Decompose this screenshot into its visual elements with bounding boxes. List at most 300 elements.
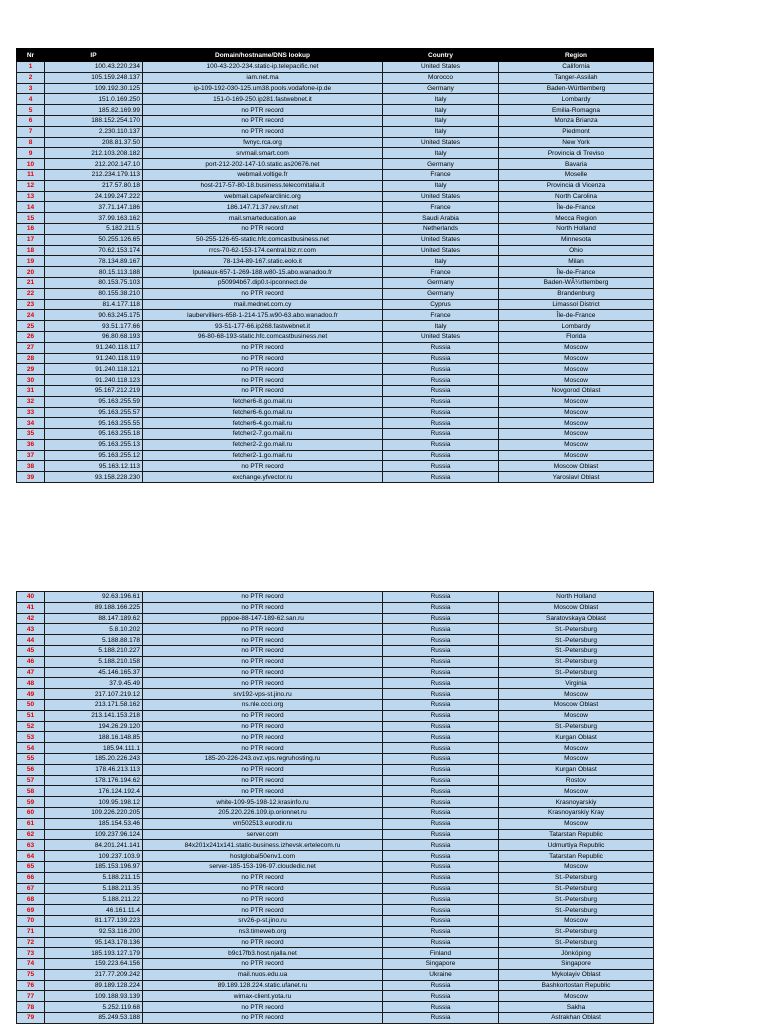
- region: Moscow: [499, 753, 654, 764]
- row-number: 1: [17, 62, 45, 73]
- ip-address: 188.16.148.85: [45, 732, 143, 743]
- row-number: 45: [17, 645, 45, 656]
- domain-lookup: no PTR record: [143, 743, 383, 754]
- table-row: [17, 1002, 654, 1013]
- country: Saudi Arabia: [383, 213, 499, 224]
- row-number: 60: [17, 807, 45, 818]
- ip-address: 5.188.211.15: [45, 872, 143, 883]
- ip-address: 95.163.255.59: [45, 396, 143, 407]
- row-number: 69: [17, 905, 45, 916]
- domain-lookup: p50994b67.dip0.t-ipconnect.de: [143, 277, 383, 288]
- domain-lookup: no PTR record: [143, 1013, 383, 1024]
- country: France: [383, 267, 499, 278]
- domain-lookup: srvmail.smart.com: [143, 148, 383, 159]
- region: St.-Petersburg: [499, 872, 654, 883]
- table-row: [17, 991, 654, 1002]
- domain-lookup: fwnyc.rca.org: [143, 137, 383, 148]
- region: Baden-WÃ¼rttemberg: [499, 277, 654, 288]
- region: Kurgan Oblast: [499, 764, 654, 775]
- country: Morocco: [383, 72, 499, 83]
- ip-address: 212.234.179.113: [45, 169, 143, 180]
- table-row: [17, 267, 654, 278]
- region: Moscow: [499, 396, 654, 407]
- domain-lookup: no PTR record: [143, 786, 383, 797]
- table-row: [17, 191, 654, 202]
- region: Krasnoyarskiy: [499, 797, 654, 808]
- ip-address: 178.46.213.113: [45, 764, 143, 775]
- region: Baden-Württemberg: [499, 83, 654, 94]
- row-number: 74: [17, 959, 45, 970]
- region: Tatarstan Republic: [499, 851, 654, 862]
- ip-address: 217.77.209.242: [45, 969, 143, 980]
- region: Emilia-Romagna: [499, 105, 654, 116]
- ip-address: 109.192.30.125: [45, 83, 143, 94]
- country: Russia: [383, 602, 499, 613]
- ip-address: 91.240.118.119: [45, 353, 143, 364]
- table-row: [17, 624, 654, 635]
- table-row: [17, 223, 654, 234]
- region: St.-Petersburg: [499, 624, 654, 635]
- row-number: 8: [17, 137, 45, 148]
- country: Singapore: [383, 959, 499, 970]
- table-row: [17, 418, 654, 429]
- country: Russia: [383, 450, 499, 461]
- table-row: [17, 342, 654, 353]
- country: Italy: [383, 115, 499, 126]
- domain-lookup: 50-255-126-65-static.hfc.comcastbusiness.net: [143, 234, 383, 245]
- row-number: 11: [17, 169, 45, 180]
- row-number: 40: [17, 592, 45, 603]
- country: Germany: [383, 277, 499, 288]
- region: St.-Petersburg: [499, 894, 654, 905]
- region: California: [499, 62, 654, 73]
- region: Limassol District: [499, 299, 654, 310]
- country: Russia: [383, 937, 499, 948]
- domain-lookup: ns.nle.ccci.org: [143, 699, 383, 710]
- table-row: [17, 840, 654, 851]
- header-region: Region: [499, 49, 654, 62]
- domain-lookup: vm502513.eurodir.ru: [143, 818, 383, 829]
- domain-lookup: 89.189.128.224.static.ufanet.ru: [143, 980, 383, 991]
- table-row: [17, 126, 654, 137]
- region: Moscow: [499, 364, 654, 375]
- region: Novgorod Oblast: [499, 385, 654, 396]
- row-number: 50: [17, 699, 45, 710]
- table-row: [17, 851, 654, 862]
- domain-lookup: mail.nuos.edu.ua: [143, 969, 383, 980]
- table-row: [17, 277, 654, 288]
- country: Russia: [383, 829, 499, 840]
- domain-lookup: 185-20-226-243.ovz.vps.regruhosting.ru: [143, 753, 383, 764]
- table-row: [17, 872, 654, 883]
- country: Germany: [383, 159, 499, 170]
- table-row: [17, 602, 654, 613]
- domain-lookup: no PTR record: [143, 732, 383, 743]
- table-row: [17, 818, 654, 829]
- region: Bavaria: [499, 159, 654, 170]
- domain-lookup: webmail.voltige.fr: [143, 169, 383, 180]
- ip-address: 92.63.196.61: [45, 592, 143, 603]
- row-number: 27: [17, 342, 45, 353]
- region: Kurgan Oblast: [499, 732, 654, 743]
- domain-lookup: rrcs-70-62-153-174.central.biz.rr.com: [143, 245, 383, 256]
- country: Netherlands: [383, 223, 499, 234]
- header-ip: IP: [45, 49, 143, 62]
- table-row: [17, 288, 654, 299]
- table-row: [17, 450, 654, 461]
- table-row: [17, 321, 654, 332]
- table-row: [17, 472, 654, 483]
- domain-lookup: no PTR record: [143, 353, 383, 364]
- domain-lookup: lputeaux-657-1-269-188.w80-15.abo.wanadoo.fr: [143, 267, 383, 278]
- row-number: 79: [17, 1013, 45, 1024]
- region: Provincia di Vicenza: [499, 180, 654, 191]
- table-row: [17, 592, 654, 603]
- table-row: [17, 667, 654, 678]
- country: Italy: [383, 256, 499, 267]
- ip-address: 93.158.228.230: [45, 472, 143, 483]
- table-row: [17, 245, 654, 256]
- ip-address: 109.237.96.124: [45, 829, 143, 840]
- country: Russia: [383, 1002, 499, 1013]
- domain-lookup: no PTR record: [143, 223, 383, 234]
- row-number: 4: [17, 94, 45, 105]
- domain-lookup: pppoe-88-147-189-62.san.ru: [143, 613, 383, 624]
- table-row: [17, 905, 654, 916]
- domain-lookup: laubervilliers-658-1-214-175.w90-63.abo.wanadoo.fr: [143, 310, 383, 321]
- country: Italy: [383, 94, 499, 105]
- domain-lookup: fetcher6-8.go.mail.ru: [143, 396, 383, 407]
- row-number: 71: [17, 926, 45, 937]
- domain-lookup: no PTR record: [143, 656, 383, 667]
- ip-address: 5.188.210.227: [45, 645, 143, 656]
- ip-address: 78.134.89.167: [45, 256, 143, 267]
- domain-lookup: wimax-client.yota.ru: [143, 991, 383, 1002]
- table-row: [17, 364, 654, 375]
- region: Moscow: [499, 407, 654, 418]
- domain-lookup: no PTR record: [143, 937, 383, 948]
- country: Russia: [383, 418, 499, 429]
- ip-address: 109.237.103.9: [45, 851, 143, 862]
- domain-lookup: no PTR record: [143, 645, 383, 656]
- country: Italy: [383, 180, 499, 191]
- row-number: 57: [17, 775, 45, 786]
- domain-lookup: fetcher6-6.go.mail.ru: [143, 407, 383, 418]
- ip-address: 100.43.220.234: [45, 62, 143, 73]
- row-number: 5: [17, 105, 45, 116]
- domain-lookup: b9c17fb3.host.njalla.net: [143, 948, 383, 959]
- row-number: 46: [17, 656, 45, 667]
- country: Russia: [383, 645, 499, 656]
- region: St.-Petersburg: [499, 645, 654, 656]
- row-number: 6: [17, 115, 45, 126]
- region: Moscow: [499, 418, 654, 429]
- region: St.-Petersburg: [499, 905, 654, 916]
- country: United States: [383, 331, 499, 342]
- ip-address: 93.51.177.66: [45, 321, 143, 332]
- table-row: [17, 883, 654, 894]
- row-number: 9: [17, 148, 45, 159]
- ip-address: 95.163.255.13: [45, 439, 143, 450]
- domain-lookup: no PTR record: [143, 635, 383, 646]
- table-row: [17, 202, 654, 213]
- ip-address: 92.53.116.200: [45, 926, 143, 937]
- region: St.-Petersburg: [499, 937, 654, 948]
- region: St.-Petersburg: [499, 635, 654, 646]
- domain-lookup: no PTR record: [143, 592, 383, 603]
- row-number: 33: [17, 407, 45, 418]
- country: Russia: [383, 732, 499, 743]
- ip-address: 208.81.37.50: [45, 137, 143, 148]
- ip-address: 46.161.11.4: [45, 905, 143, 916]
- country: Russia: [383, 461, 499, 472]
- row-number: 59: [17, 797, 45, 808]
- row-number: 43: [17, 624, 45, 635]
- country: Russia: [383, 807, 499, 818]
- row-number: 3: [17, 83, 45, 94]
- region: Udmurtiya Republic: [499, 840, 654, 851]
- country: Italy: [383, 321, 499, 332]
- domain-lookup: no PTR record: [143, 959, 383, 970]
- domain-lookup: no PTR record: [143, 105, 383, 116]
- table-row: [17, 797, 654, 808]
- ip-address: 212.202.147.10: [45, 159, 143, 170]
- row-number: 53: [17, 732, 45, 743]
- domain-lookup: no PTR record: [143, 115, 383, 126]
- country: Russia: [383, 1013, 499, 1024]
- table-row: [17, 148, 654, 159]
- table-row: [17, 645, 654, 656]
- table-row: [17, 353, 654, 364]
- header-country: Country: [383, 49, 499, 62]
- table-row: [17, 635, 654, 646]
- ip-address: 185.94.111.1: [45, 743, 143, 754]
- ip-address: 5.8.10.202: [45, 624, 143, 635]
- row-number: 30: [17, 375, 45, 386]
- region: Krasnoyarskiy Kray: [499, 807, 654, 818]
- ip-address: 88.147.189.62: [45, 613, 143, 624]
- row-number: 16: [17, 223, 45, 234]
- domain-lookup: 96-80-68-193-static.hfc.comcastbusiness.net: [143, 331, 383, 342]
- row-number: 67: [17, 883, 45, 894]
- ip-address: 95.143.178.136: [45, 937, 143, 948]
- table-row: [17, 310, 654, 321]
- region: Monza Brianza: [499, 115, 654, 126]
- ip-address: 80.155.38.210: [45, 288, 143, 299]
- domain-lookup: mail.mednet.com.cy: [143, 299, 383, 310]
- ip-address: 85.249.53.188: [45, 1013, 143, 1024]
- domain-lookup: server-185-153-196-97.cloudedic.net: [143, 861, 383, 872]
- domain-lookup: 151-0-169-250.ip281.fastwebnet.it: [143, 94, 383, 105]
- row-number: 54: [17, 743, 45, 754]
- region: Sakha: [499, 1002, 654, 1013]
- country: Russia: [383, 624, 499, 635]
- country: Russia: [383, 678, 499, 689]
- row-number: 47: [17, 667, 45, 678]
- region: Moscow: [499, 375, 654, 386]
- table-row: [17, 861, 654, 872]
- row-number: 39: [17, 472, 45, 483]
- domain-lookup: srv26-p-st.jino.ru: [143, 915, 383, 926]
- row-number: 56: [17, 764, 45, 775]
- table-row: [17, 753, 654, 764]
- header-nr: Nr: [17, 49, 45, 62]
- table-row: [17, 299, 654, 310]
- domain-lookup: no PTR record: [143, 461, 383, 472]
- ip-address: 45.146.165.37: [45, 667, 143, 678]
- country: Russia: [383, 926, 499, 937]
- country: Russia: [383, 407, 499, 418]
- domain-lookup: no PTR record: [143, 721, 383, 732]
- country: Finland: [383, 948, 499, 959]
- ip-address: 70.62.153.174: [45, 245, 143, 256]
- table-row: [17, 105, 654, 116]
- row-number: 36: [17, 439, 45, 450]
- domain-lookup: 186.147.71.37.rev.sfr.net: [143, 202, 383, 213]
- table-row: [17, 115, 654, 126]
- row-number: 31: [17, 385, 45, 396]
- country: France: [383, 310, 499, 321]
- domain-lookup: no PTR record: [143, 667, 383, 678]
- ip-address: 5.188.88.178: [45, 635, 143, 646]
- table-row: [17, 159, 654, 170]
- country: Russia: [383, 786, 499, 797]
- domain-lookup: server.com: [143, 829, 383, 840]
- ip-address: 185.20.226.243: [45, 753, 143, 764]
- region: St.-Petersburg: [499, 883, 654, 894]
- row-number: 7: [17, 126, 45, 137]
- row-number: 24: [17, 310, 45, 321]
- table-row: [17, 331, 654, 342]
- row-number: 21: [17, 277, 45, 288]
- table-row: [17, 94, 654, 105]
- ip-address: 81.4.177.118: [45, 299, 143, 310]
- country: United States: [383, 137, 499, 148]
- row-number: 41: [17, 602, 45, 613]
- ip-address: 178.176.194.62: [45, 775, 143, 786]
- country: Russia: [383, 861, 499, 872]
- country: United States: [383, 245, 499, 256]
- region: North Holland: [499, 592, 654, 603]
- country: Germany: [383, 288, 499, 299]
- country: Russia: [383, 980, 499, 991]
- country: Russia: [383, 851, 499, 862]
- row-number: 23: [17, 299, 45, 310]
- table-row: [17, 234, 654, 245]
- country: United States: [383, 234, 499, 245]
- row-number: 44: [17, 635, 45, 646]
- country: Ukraine: [383, 969, 499, 980]
- table-row: [17, 613, 654, 624]
- row-number: 12: [17, 180, 45, 191]
- table-row: [17, 710, 654, 721]
- country: United States: [383, 62, 499, 73]
- country: Russia: [383, 689, 499, 700]
- row-number: 51: [17, 710, 45, 721]
- ip-address: 109.95.198.12: [45, 797, 143, 808]
- ip-address: 185.82.169.99: [45, 105, 143, 116]
- domain-lookup: ip-109-192-030-125.um38.pools.vodafone-ip.de: [143, 83, 383, 94]
- ip-address: 91.240.118.117: [45, 342, 143, 353]
- row-number: 48: [17, 678, 45, 689]
- region: Île-de-France: [499, 202, 654, 213]
- country: Germany: [383, 83, 499, 94]
- row-number: 66: [17, 872, 45, 883]
- country: Russia: [383, 710, 499, 721]
- domain-lookup: no PTR record: [143, 883, 383, 894]
- table-row: [17, 1013, 654, 1024]
- row-number: 18: [17, 245, 45, 256]
- region: Moscow Oblast: [499, 602, 654, 613]
- domain-lookup: fetcher2-1.go.mail.ru: [143, 450, 383, 461]
- row-number: 78: [17, 1002, 45, 1013]
- domain-lookup: no PTR record: [143, 364, 383, 375]
- region: Moscow: [499, 429, 654, 440]
- country: United States: [383, 191, 499, 202]
- row-number: 29: [17, 364, 45, 375]
- region: Milan: [499, 256, 654, 267]
- country: Russia: [383, 818, 499, 829]
- ip-address: 2.230.110.137: [45, 126, 143, 137]
- table-row: [17, 137, 654, 148]
- table-row: [17, 829, 654, 840]
- domain-lookup: webmail.capefearclinic.org: [143, 191, 383, 202]
- table-row: [17, 699, 654, 710]
- ip-address: 90.63.245.175: [45, 310, 143, 321]
- country: Italy: [383, 126, 499, 137]
- row-number: 62: [17, 829, 45, 840]
- region: North Holland: [499, 223, 654, 234]
- row-number: 34: [17, 418, 45, 429]
- row-number: 55: [17, 753, 45, 764]
- ip-address: 105.159.248.137: [45, 72, 143, 83]
- row-number: 37: [17, 450, 45, 461]
- country: Russia: [383, 883, 499, 894]
- country: Russia: [383, 385, 499, 396]
- region: Île-de-France: [499, 267, 654, 278]
- ip-address: 80.15.113.188: [45, 267, 143, 278]
- domain-lookup: no PTR record: [143, 678, 383, 689]
- table-row: [17, 429, 654, 440]
- domain-lookup: mail.smarteducation.ae: [143, 213, 383, 224]
- table-row: [17, 732, 654, 743]
- ip-address: 95.163.12.113: [45, 461, 143, 472]
- country: Russia: [383, 472, 499, 483]
- domain-lookup: white-109-95-198-12.krasinfo.ru: [143, 797, 383, 808]
- table-row: [17, 926, 654, 937]
- region: Moscow: [499, 991, 654, 1002]
- country: Russia: [383, 364, 499, 375]
- row-number: 38: [17, 461, 45, 472]
- domain-lookup: 84x201x241x141.static-business.izhevsk.ertelecom.ru: [143, 840, 383, 851]
- ip-address: 188.152.254.170: [45, 115, 143, 126]
- region: St.-Petersburg: [499, 926, 654, 937]
- domain-lookup: srv192-vps-st.jino.ru: [143, 689, 383, 700]
- table-row: [17, 461, 654, 472]
- country: Russia: [383, 797, 499, 808]
- domain-lookup: no PTR record: [143, 1002, 383, 1013]
- table-row: [17, 743, 654, 754]
- domain-lookup: no PTR record: [143, 602, 383, 613]
- region: St.-Petersburg: [499, 721, 654, 732]
- domain-lookup: no PTR record: [143, 905, 383, 916]
- ip-address: 185.193.127.179: [45, 948, 143, 959]
- country: Russia: [383, 764, 499, 775]
- country: Russia: [383, 915, 499, 926]
- row-number: 65: [17, 861, 45, 872]
- domain-lookup: no PTR record: [143, 126, 383, 137]
- country: France: [383, 202, 499, 213]
